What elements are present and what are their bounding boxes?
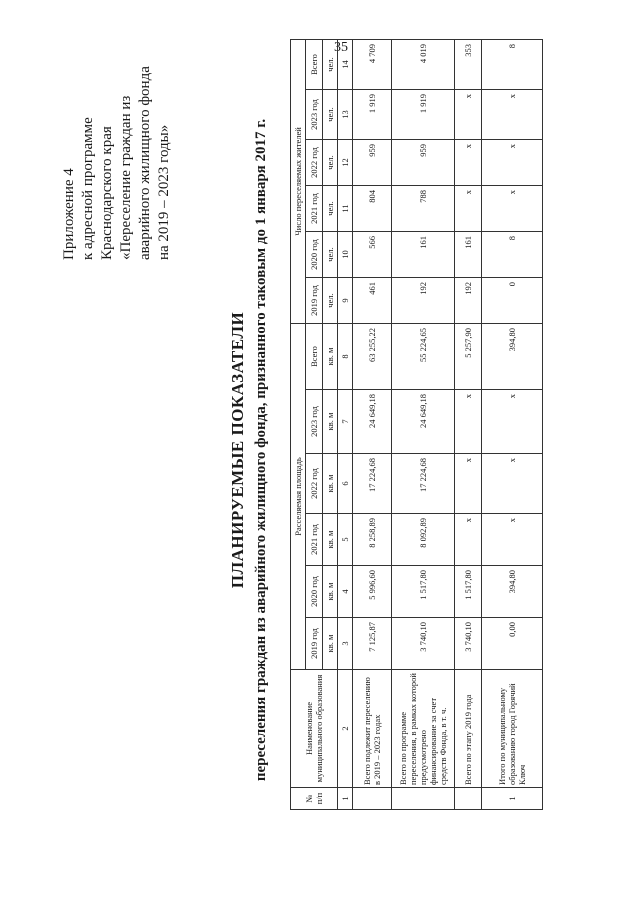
row-name: Всего подлежит переселению в 2019 – 2023 годах — [353, 670, 392, 788]
header-unit: кв. м — [323, 390, 338, 454]
table-row — [482, 39, 543, 809]
table-row — [392, 39, 455, 809]
header-year: Всего — [306, 323, 323, 389]
column-index: 9 — [338, 277, 353, 323]
appendix-line: аварийного жилищного фонда — [137, 66, 153, 260]
area-cell: 394,80 — [482, 323, 543, 389]
people-cell: 192 — [455, 277, 482, 323]
people-cell: х — [455, 139, 482, 185]
header-unit: чел. — [323, 185, 338, 231]
people-cell: х — [482, 139, 543, 185]
header-year: 2023 год — [306, 390, 323, 454]
header-year: 2019 год — [306, 618, 323, 670]
area-cell: 5 257,90 — [455, 323, 482, 389]
column-index: 8 — [338, 323, 353, 389]
people-cell: х — [455, 89, 482, 139]
header-unit: чел. — [323, 139, 338, 185]
column-index: 13 — [338, 89, 353, 139]
area-cell: 24 649,18 — [353, 390, 392, 454]
area-cell: 0,00 — [482, 618, 543, 670]
page-number: 35 — [334, 40, 348, 55]
header-name: Наименование муниципального образования — [291, 670, 338, 788]
indicators-table — [290, 39, 543, 810]
table-row — [353, 39, 392, 809]
header-year: 2021 год — [306, 514, 323, 566]
document-subtitle: переселения граждан из аварийного жилищного фонда, признанного таковым до 1 января 2017 г. — [253, 118, 269, 782]
header-unit: кв. м — [323, 454, 338, 514]
row-name: Всего по этапу 2019 года — [455, 670, 482, 788]
area-cell: 3 740,10 — [392, 618, 455, 670]
header-year: 2019 год — [306, 277, 323, 323]
column-index: 5 — [338, 514, 353, 566]
people-cell: 788 — [392, 185, 455, 231]
header-unit: чел. — [323, 277, 338, 323]
header-people-group: Число переселяемых жителей — [291, 39, 306, 323]
area-cell: х — [482, 390, 543, 454]
area-cell: 1 517,80 — [455, 566, 482, 618]
area-cell: 5 996,60 — [353, 566, 392, 618]
area-cell: 3 740,10 — [455, 618, 482, 670]
people-cell: 161 — [455, 231, 482, 277]
people-cell: 8 — [482, 231, 543, 277]
appendix-note — [60, 20, 174, 260]
header-group-row — [291, 39, 306, 809]
area-cell: 17 224,68 — [353, 454, 392, 514]
people-cell: 1 919 — [353, 89, 392, 139]
column-index: 10 — [338, 231, 353, 277]
people-cell: 1 919 — [392, 89, 455, 139]
area-cell: х — [482, 454, 543, 514]
people-cell: 566 — [353, 231, 392, 277]
row-num — [353, 788, 392, 810]
people-cell: 8 — [482, 39, 543, 89]
people-cell: 959 — [353, 139, 392, 185]
header-unit: кв. м — [323, 323, 338, 389]
area-cell: 17 224,68 — [392, 454, 455, 514]
header-unit: кв. м — [323, 514, 338, 566]
header-area-group: Расселяемая площадь — [291, 323, 306, 669]
people-cell: 4 709 — [353, 39, 392, 89]
row-num — [455, 788, 482, 810]
header-unit: чел. — [323, 39, 338, 89]
column-index: 2 — [338, 670, 353, 788]
area-cell: 7 125,87 — [353, 618, 392, 670]
people-cell: 461 — [353, 277, 392, 323]
header-unit: кв. м — [323, 566, 338, 618]
people-cell: 192 — [392, 277, 455, 323]
appendix-line: Приложение 4 — [61, 168, 77, 260]
document-title: ПЛАНИРУЕМЫЕ ПОКАЗАТЕЛИ — [228, 311, 247, 589]
row-num — [392, 788, 455, 810]
column-index: 6 — [338, 454, 353, 514]
area-cell: 8 092,89 — [392, 514, 455, 566]
area-cell: 394,80 — [482, 566, 543, 618]
column-index: 4 — [338, 566, 353, 618]
people-cell: 161 — [392, 231, 455, 277]
header-year: 2023 год — [306, 89, 323, 139]
people-cell: х — [482, 89, 543, 139]
appendix-line: «Переселение граждан из — [118, 95, 134, 260]
header-year: 2022 год — [306, 139, 323, 185]
people-cell: х — [482, 185, 543, 231]
header-num: № п/п — [291, 788, 338, 810]
header-year: 2020 год — [306, 566, 323, 618]
column-index: 7 — [338, 390, 353, 454]
area-cell: 24 649,18 — [392, 390, 455, 454]
area-cell: х — [482, 514, 543, 566]
people-cell: 0 — [482, 277, 543, 323]
row-name: Всего по программе переселения, в рамках которой предусмотрено финансирование за счет средств Фонда, в т. ч. — [392, 670, 455, 788]
appendix-line: к адресной программе — [80, 117, 96, 260]
people-cell: 959 — [392, 139, 455, 185]
column-index-row — [338, 39, 353, 809]
people-cell: 353 — [455, 39, 482, 89]
rotated-page-content — [0, 20, 600, 880]
header-year: 2022 год — [306, 454, 323, 514]
area-cell: х — [455, 514, 482, 566]
appendix-line: Краснодарского края — [99, 126, 115, 260]
column-index: 1 — [338, 788, 353, 810]
header-unit: кв. м — [323, 618, 338, 670]
area-cell: х — [455, 390, 482, 454]
column-index: 12 — [338, 139, 353, 185]
header-year: 2020 год — [306, 231, 323, 277]
people-cell: 4 019 — [392, 39, 455, 89]
table-row — [455, 39, 482, 809]
header-unit: чел. — [323, 231, 338, 277]
area-cell: 8 258,89 — [353, 514, 392, 566]
column-index: 14 — [338, 39, 353, 89]
row-num: 1 — [482, 788, 543, 810]
area-cell: 63 255,22 — [353, 323, 392, 389]
row-name: Итого по муниципальному образованию город Горячий Ключ — [482, 670, 543, 788]
header-unit: чел. — [323, 89, 338, 139]
area-cell: 1 517,80 — [392, 566, 455, 618]
area-cell: х — [455, 454, 482, 514]
column-index: 11 — [338, 185, 353, 231]
appendix-line: на 2019 – 2023 годы» — [156, 124, 172, 260]
people-cell: х — [455, 185, 482, 231]
column-index: 3 — [338, 618, 353, 670]
header-year: Всего — [306, 39, 323, 89]
area-cell: 55 224,65 — [392, 323, 455, 389]
people-cell: 804 — [353, 185, 392, 231]
header-year: 2021 год — [306, 185, 323, 231]
